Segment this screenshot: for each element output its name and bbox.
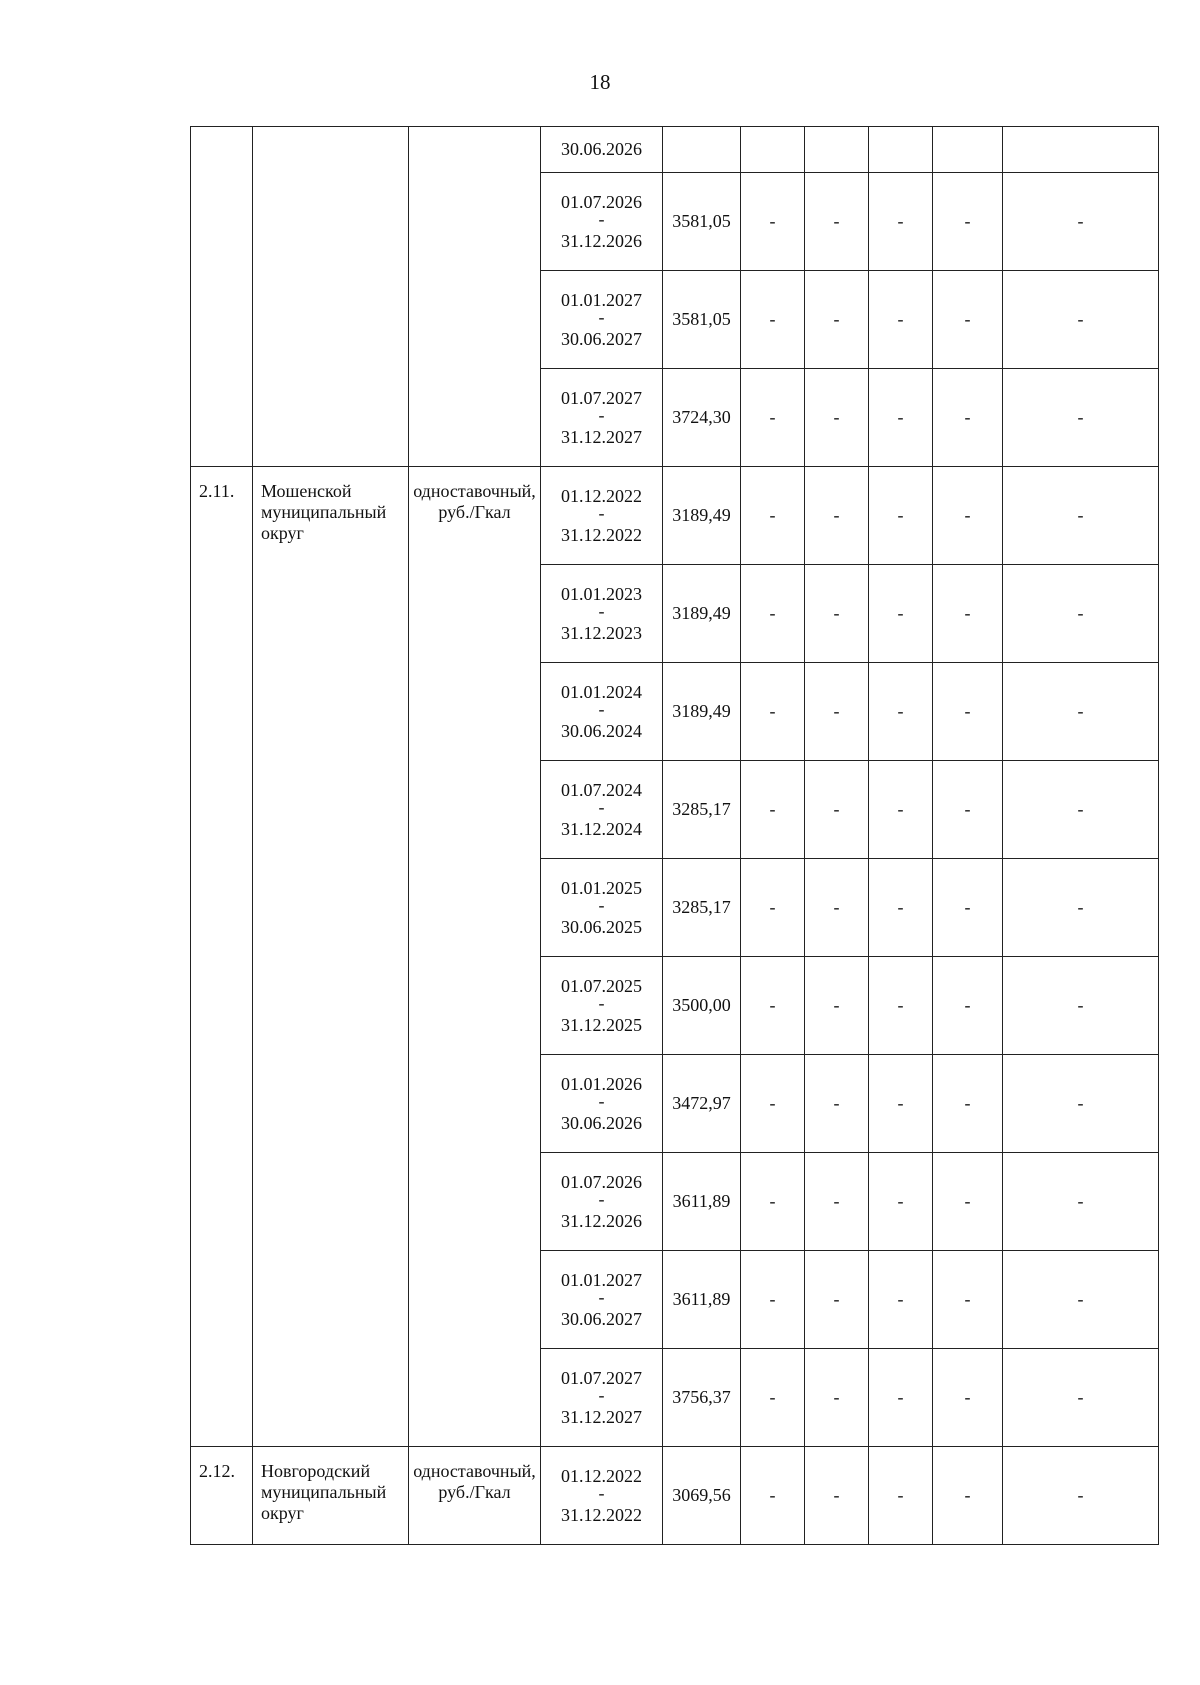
period-from: 01.01.2027	[561, 1269, 642, 1290]
dash-cell: -	[1003, 859, 1159, 957]
dash-cell: -	[741, 1153, 805, 1251]
period-from: 01.01.2027	[561, 289, 642, 310]
period-from: 01.07.2027	[561, 387, 642, 408]
dash-cell: -	[805, 761, 869, 859]
tariff-value-cell	[663, 1055, 741, 1153]
dash-cell: -	[933, 761, 1003, 859]
empty-cell	[869, 127, 933, 173]
dash-cell: -	[869, 565, 933, 663]
dash-cell: -	[933, 1251, 1003, 1349]
dash-cell: -	[741, 663, 805, 761]
dash-cell: -	[869, 1153, 933, 1251]
period-from: 01.07.2026	[561, 1171, 642, 1192]
tariff-type: одноставочный, руб./Гкал	[409, 1447, 541, 1545]
period-to: 30.06.2024	[561, 720, 642, 741]
row-number: 2.11.	[191, 467, 253, 1447]
dash-cell: -	[869, 467, 933, 565]
period-to: 31.12.2027	[561, 1406, 642, 1427]
period-to: 31.12.2022	[561, 524, 642, 545]
period-to: 31.12.2024	[561, 818, 642, 839]
tariff-value: 3581,05	[672, 309, 731, 329]
dash-cell: -	[933, 1055, 1003, 1153]
page-number: 18	[589, 70, 611, 94]
tariff-value: 3189,49	[672, 701, 731, 721]
municipality-cell	[253, 127, 409, 467]
tariff-value: 3611,89	[672, 1191, 731, 1211]
dash-cell: -	[805, 467, 869, 565]
number-cell	[191, 127, 253, 467]
dash-cell: -	[741, 173, 805, 271]
dash-cell: -	[869, 663, 933, 761]
table-row	[191, 127, 1159, 173]
table-body	[191, 127, 1159, 1545]
dash-cell: -	[741, 957, 805, 1055]
dash-cell: -	[741, 1055, 805, 1153]
dash-cell: -	[933, 173, 1003, 271]
dash-cell: -	[741, 1251, 805, 1349]
empty-cell	[933, 127, 1003, 173]
period-to: 31.12.2025	[561, 1014, 642, 1035]
dash-cell: -	[805, 271, 869, 369]
dash-cell: -	[805, 957, 869, 1055]
period-cell	[541, 1055, 663, 1153]
period-separator: -	[598, 698, 605, 719]
period-to: 31.12.2022	[561, 1504, 642, 1525]
dash-cell: -	[1003, 1153, 1159, 1251]
tariff-value: 3724,30	[672, 407, 731, 427]
municipality-name: Мошенской муниципальный округ	[253, 467, 409, 1447]
period-from: 01.07.2025	[561, 975, 642, 996]
tariff-value: 3581,05	[672, 211, 731, 231]
period-to: 31.12.2027	[561, 426, 642, 447]
period-cell	[541, 1251, 663, 1349]
dash-cell: -	[869, 859, 933, 957]
period-cell	[541, 173, 663, 271]
tariff-value-cell	[663, 173, 741, 271]
period-cell	[541, 1349, 663, 1447]
tariff-type: одноставочный, руб./Гкал	[409, 467, 541, 1447]
period-from: 01.07.2024	[561, 779, 642, 800]
tariff-value-cell	[663, 761, 741, 859]
period-to: 30.06.2027	[561, 328, 642, 349]
dash-cell: -	[933, 271, 1003, 369]
dash-cell: -	[869, 369, 933, 467]
dash-cell: -	[805, 1055, 869, 1153]
tariff-value: 3189,49	[672, 603, 731, 623]
period-cell	[541, 369, 663, 467]
dash-cell: -	[933, 467, 1003, 565]
tariff-value-cell	[663, 859, 741, 957]
dash-cell: -	[869, 761, 933, 859]
dash-cell: -	[933, 1153, 1003, 1251]
dash-cell: -	[933, 663, 1003, 761]
row-number: 2.12.	[191, 1447, 253, 1545]
period-to: 31.12.2026	[561, 1210, 642, 1231]
dash-cell: -	[1003, 663, 1159, 761]
dash-cell: -	[805, 369, 869, 467]
dash-cell: -	[805, 1153, 869, 1251]
tariff-value: 3285,17	[672, 799, 731, 819]
dash-cell: -	[741, 467, 805, 565]
period-to: 30.06.2027	[561, 1308, 642, 1329]
tariff-value-cell	[663, 1251, 741, 1349]
dash-cell: -	[933, 859, 1003, 957]
period-cell	[541, 1447, 663, 1545]
dash-cell: -	[805, 565, 869, 663]
dash-cell: -	[1003, 369, 1159, 467]
period-from: 01.01.2025	[561, 877, 642, 898]
tariff-value: 3189,49	[672, 505, 731, 525]
municipality-name: Новгородский муниципальный округ	[253, 1447, 409, 1545]
dash-cell: -	[741, 271, 805, 369]
dash-cell: -	[1003, 1055, 1159, 1153]
dash-cell: -	[805, 173, 869, 271]
dash-cell: -	[933, 565, 1003, 663]
dash-cell: -	[805, 1349, 869, 1447]
period-separator: -	[598, 796, 605, 817]
dash-cell: -	[741, 859, 805, 957]
dash-cell: -	[933, 369, 1003, 467]
dash-cell: -	[869, 1349, 933, 1447]
tariff-value: 3472,97	[672, 1093, 731, 1113]
dash-cell: -	[869, 271, 933, 369]
period-separator: -	[598, 404, 605, 425]
tariff-value-cell	[663, 565, 741, 663]
dash-cell: -	[933, 1447, 1003, 1545]
dash-cell: -	[869, 173, 933, 271]
empty-cell	[1003, 127, 1159, 173]
period-cell	[541, 859, 663, 957]
dash-cell: -	[869, 1251, 933, 1349]
dash-cell: -	[1003, 1349, 1159, 1447]
period-separator: -	[598, 208, 605, 229]
tariff-value-cell	[663, 271, 741, 369]
period-from: 01.07.2027	[561, 1367, 642, 1388]
period-separator: -	[598, 600, 605, 621]
tariff-value-cell	[663, 957, 741, 1055]
period-from: 01.01.2024	[561, 681, 642, 702]
period-from: 01.12.2022	[561, 1465, 642, 1486]
dash-cell: -	[741, 1349, 805, 1447]
tariff-value-cell	[663, 663, 741, 761]
period-from: 01.12.2022	[561, 485, 642, 506]
tariff-value-cell	[663, 127, 741, 173]
period-separator: -	[598, 306, 605, 327]
period-separator: -	[598, 894, 605, 915]
dash-cell: -	[805, 859, 869, 957]
dash-cell: -	[805, 1251, 869, 1349]
dash-cell: -	[805, 663, 869, 761]
period-separator: -	[598, 1090, 605, 1111]
dash-cell: -	[869, 957, 933, 1055]
dash-cell: -	[741, 369, 805, 467]
tariff-value: 3285,17	[672, 897, 731, 917]
dash-cell: -	[741, 565, 805, 663]
tariff-value: 3756,37	[672, 1387, 731, 1407]
dash-cell: -	[869, 1055, 933, 1153]
tariff-value-cell	[663, 1447, 741, 1545]
dash-cell: -	[1003, 761, 1159, 859]
tariff-value-cell	[663, 369, 741, 467]
period-to: 31.12.2023	[561, 622, 642, 643]
tariff-value: 3611,89	[672, 1289, 731, 1309]
period-separator: -	[598, 502, 605, 523]
tariff-value: 3500,00	[672, 995, 731, 1015]
period-separator: -	[598, 1286, 605, 1307]
period-cell	[541, 957, 663, 1055]
tariff-value-cell	[663, 1349, 741, 1447]
period-cell	[541, 565, 663, 663]
dash-cell: -	[1003, 467, 1159, 565]
tariff-value-cell	[663, 467, 741, 565]
period-to: 30.06.2026	[561, 1112, 642, 1133]
dash-cell: -	[741, 1447, 805, 1545]
dash-cell: -	[1003, 565, 1159, 663]
period-separator: -	[598, 992, 605, 1013]
table-row	[191, 467, 1159, 565]
tariff-table	[190, 126, 1159, 1545]
dash-cell: -	[869, 1447, 933, 1545]
dash-cell: -	[933, 957, 1003, 1055]
dash-cell: -	[933, 1349, 1003, 1447]
dash-cell: -	[1003, 1251, 1159, 1349]
period-cell	[541, 761, 663, 859]
tariff-value: 3069,56	[672, 1485, 731, 1505]
period-separator: -	[598, 1384, 605, 1405]
dash-cell: -	[741, 761, 805, 859]
tariff-type-cell	[409, 127, 541, 467]
period-separator: -	[598, 1188, 605, 1209]
dash-cell: -	[1003, 1447, 1159, 1545]
period-from: 01.01.2026	[561, 1073, 642, 1094]
table-row	[191, 1447, 1159, 1545]
period-to: 31.12.2026	[561, 230, 642, 251]
tariff-value-cell	[663, 1153, 741, 1251]
period-cell	[541, 127, 663, 173]
dash-cell: -	[1003, 173, 1159, 271]
period-from: 01.07.2026	[561, 191, 642, 212]
period-end: 30.06.2026	[561, 139, 642, 159]
period-cell	[541, 271, 663, 369]
period-cell	[541, 1153, 663, 1251]
period-cell	[541, 467, 663, 565]
dash-cell: -	[1003, 271, 1159, 369]
dash-cell: -	[805, 1447, 869, 1545]
empty-cell	[805, 127, 869, 173]
period-cell	[541, 663, 663, 761]
dash-cell: -	[1003, 957, 1159, 1055]
period-from: 01.01.2023	[561, 583, 642, 604]
empty-cell	[741, 127, 805, 173]
period-separator: -	[598, 1482, 605, 1503]
period-to: 30.06.2025	[561, 916, 642, 937]
